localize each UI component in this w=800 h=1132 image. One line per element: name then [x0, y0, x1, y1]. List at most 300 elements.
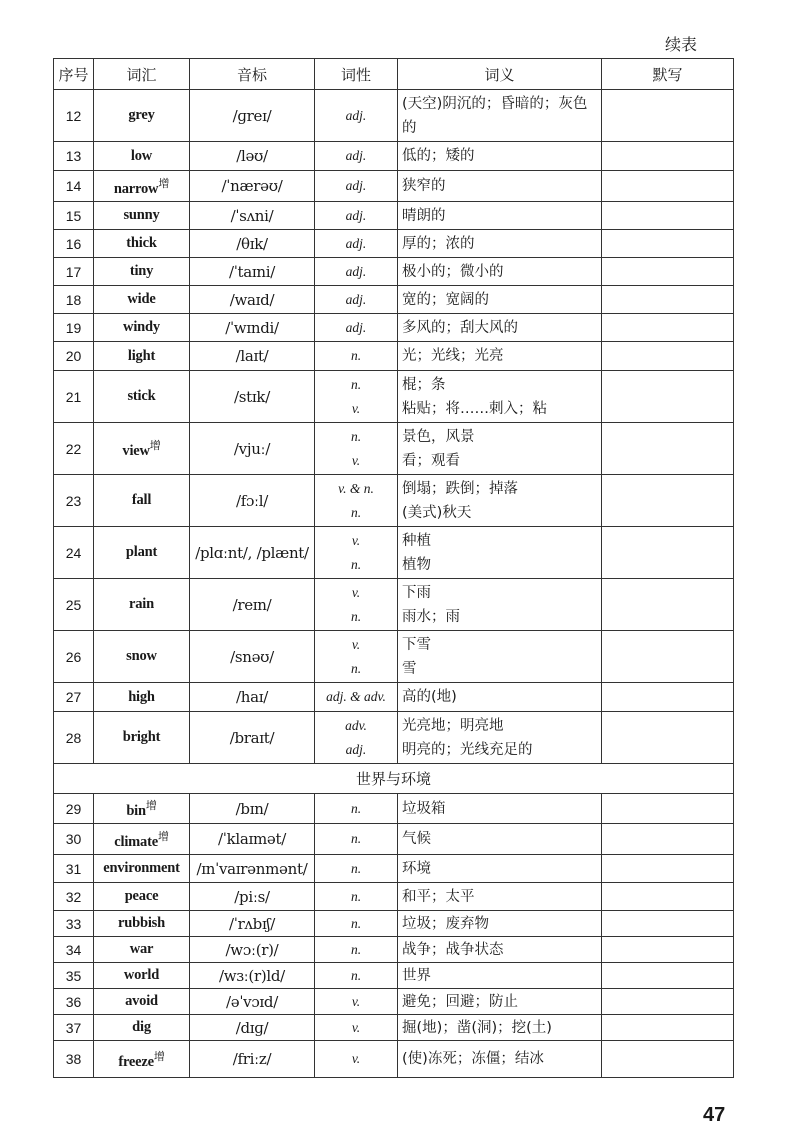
meaning-cell: [398, 1041, 602, 1078]
header-pos: 词性: [315, 59, 398, 90]
meaning-cell: [398, 794, 602, 824]
part-of-speech: n.: [350, 660, 362, 676]
dictation-blank[interactable]: [602, 989, 734, 1015]
meaning-cell: [398, 527, 602, 579]
part-of-speech: adj.: [345, 263, 367, 279]
vocab-word-cell: [94, 683, 190, 712]
vocab-word: stick: [127, 388, 156, 404]
vocab-word: low: [130, 147, 153, 164]
part-of-speech: n.: [350, 888, 362, 904]
vocab-word: high: [128, 688, 155, 705]
row-number: 37: [54, 1015, 94, 1041]
table-row: [54, 1015, 734, 1041]
added-word-mark: 增: [157, 829, 169, 843]
dictation-blank[interactable]: [602, 1015, 734, 1041]
vocab-word: wide: [127, 291, 156, 307]
part-of-speech: n.: [350, 376, 362, 392]
part-of-speech: adj.: [345, 107, 367, 123]
meaning: 环境: [402, 860, 431, 877]
vocab-word-cell: [94, 855, 190, 883]
dictation-blank[interactable]: [602, 371, 734, 423]
meaning-cell: [398, 1015, 602, 1041]
table-row: [54, 202, 734, 230]
dictation-blank[interactable]: [602, 631, 734, 683]
part-of-speech-cell: [315, 937, 398, 963]
phonetic: /wɔː(r)/: [190, 937, 315, 963]
dictation-blank[interactable]: [602, 286, 734, 314]
meaning: 雨水；雨: [402, 608, 460, 625]
meaning: 多风的；刮大风的: [402, 319, 518, 336]
vocab-word-cell: [94, 883, 190, 911]
vocab-word-cell: [94, 171, 190, 202]
part-of-speech-cell: [315, 1041, 398, 1078]
part-of-speech-cell: [315, 142, 398, 171]
vocab-word: windy: [123, 319, 160, 335]
meaning-cell: [398, 90, 602, 142]
meaning-cell: [398, 937, 602, 963]
added-word-mark: 增: [149, 439, 161, 453]
row-number: 20: [54, 342, 94, 371]
table-row: [54, 258, 734, 286]
table-row: [54, 631, 734, 683]
dictation-blank[interactable]: [602, 258, 734, 286]
phonetic: /fɔːl/: [190, 475, 315, 527]
part-of-speech-cell: [315, 631, 398, 683]
part-of-speech: n.: [350, 941, 362, 957]
row-number: 30: [54, 824, 94, 855]
phonetic: /bɪn/: [190, 794, 315, 824]
phonetic: /snəʊ/: [190, 631, 315, 683]
part-of-speech-cell: [315, 824, 398, 855]
meaning-cell: [398, 171, 602, 202]
part-of-speech-cell: [315, 1015, 398, 1041]
part-of-speech-cell: [315, 286, 398, 314]
part-of-speech-cell: [315, 963, 398, 989]
part-of-speech: adj.: [345, 207, 367, 223]
table-row: [54, 824, 734, 855]
part-of-speech-cell: [315, 314, 398, 342]
part-of-speech: adj.: [345, 148, 367, 163]
vocab-word-cell: [94, 963, 190, 989]
meaning: (使)冻死；冻僵；结冰: [402, 1051, 544, 1067]
vocab-word-cell: [94, 579, 190, 631]
row-number: 17: [54, 258, 94, 286]
meaning-cell: [398, 475, 602, 527]
table-row: [54, 286, 734, 314]
header-meaning: 词义: [398, 59, 602, 90]
part-of-speech: n.: [350, 428, 362, 444]
meaning-cell: [398, 142, 602, 171]
dictation-blank[interactable]: [602, 142, 734, 171]
vocab-word: rain: [129, 596, 154, 612]
meaning-cell: [398, 683, 602, 712]
meaning-cell: [398, 579, 602, 631]
row-number: 34: [54, 937, 94, 963]
vocab-word: freeze: [118, 1053, 154, 1070]
meaning: 避免；回避；防止: [402, 993, 518, 1010]
meaning-cell: [398, 883, 602, 911]
vocab-word-cell: [94, 423, 190, 475]
vocab-word: bin: [126, 802, 146, 819]
meaning: 气候: [402, 831, 431, 847]
vocab-word-cell: [94, 911, 190, 937]
phonetic: /ˈwɪndi/: [190, 314, 315, 342]
vocab-word: sunny: [123, 207, 160, 223]
vocab-word-cell: [94, 824, 190, 855]
vocab-word-cell: [94, 475, 190, 527]
meaning-cell: [398, 963, 602, 989]
added-word-mark: 增: [145, 799, 157, 813]
dictation-blank[interactable]: [602, 314, 734, 342]
vocab-word: bright: [122, 729, 161, 745]
row-number: 16: [54, 230, 94, 258]
meaning-cell: [398, 824, 602, 855]
part-of-speech: n.: [350, 348, 362, 363]
row-number: 28: [54, 712, 94, 764]
table-row: [54, 911, 734, 937]
part-of-speech-cell: [315, 171, 398, 202]
vocab-word: tiny: [129, 263, 154, 279]
row-number: 27: [54, 683, 94, 712]
meaning-cell: [398, 202, 602, 230]
meaning-cell: [398, 989, 602, 1015]
table-row: [54, 794, 734, 824]
dictation-blank[interactable]: [602, 579, 734, 631]
meaning: 掘(地)；凿(洞)；挖(土): [402, 1019, 552, 1036]
meaning: 厚的；浓的: [402, 235, 475, 252]
part-of-speech-cell: [315, 855, 398, 883]
section-title: 世界与环境: [54, 764, 734, 794]
dictation-blank[interactable]: [602, 824, 734, 855]
table-row: [54, 855, 734, 883]
part-of-speech: adj.: [345, 235, 367, 251]
part-of-speech: v.: [351, 636, 361, 652]
part-of-speech: adj.: [345, 178, 367, 193]
row-number: 31: [54, 855, 94, 883]
table-row: [54, 883, 734, 911]
phonetic: /θɪk/: [190, 230, 315, 258]
phonetic: /reɪn/: [190, 579, 315, 631]
vocab-word: snow: [126, 648, 157, 664]
dictation-blank[interactable]: [602, 475, 734, 527]
dictation-blank[interactable]: [602, 794, 734, 824]
meaning-cell: [398, 855, 602, 883]
part-of-speech-cell: [315, 579, 398, 631]
part-of-speech-cell: [315, 883, 398, 911]
part-of-speech-cell: [315, 423, 398, 475]
part-of-speech: v. & n.: [338, 480, 374, 496]
meaning: 下雪: [402, 636, 431, 653]
table-row: [54, 683, 734, 712]
table-row: [54, 475, 734, 527]
dictation-blank[interactable]: [602, 171, 734, 202]
vocab-word: rubbish: [118, 915, 165, 931]
vocab-word: thick: [126, 235, 157, 251]
meaning: 棍；条: [402, 376, 446, 393]
part-of-speech: v.: [351, 1019, 361, 1035]
vocab-word-cell: [94, 258, 190, 286]
dictation-blank[interactable]: [602, 202, 734, 230]
table-row: [54, 142, 734, 171]
table-row: [54, 963, 734, 989]
part-of-speech-cell: [315, 989, 398, 1015]
part-of-speech: n.: [350, 800, 362, 816]
header-word: 词汇: [94, 59, 190, 90]
vocab-word: view: [122, 442, 150, 459]
part-of-speech: n.: [350, 608, 362, 624]
part-of-speech: n.: [350, 915, 362, 931]
vocab-word-cell: [94, 371, 190, 423]
vocab-word-cell: [94, 794, 190, 824]
dictation-blank[interactable]: [602, 90, 734, 142]
row-number: 32: [54, 883, 94, 911]
vocab-word: avoid: [125, 993, 158, 1009]
dictation-blank[interactable]: [602, 527, 734, 579]
vocab-word-cell: [94, 90, 190, 142]
vocab-word: grey: [128, 107, 155, 123]
vocab-word-cell: [94, 230, 190, 258]
row-number: 26: [54, 631, 94, 683]
row-number: 22: [54, 423, 94, 475]
dictation-blank[interactable]: [602, 712, 734, 764]
meaning-cell: [398, 911, 602, 937]
part-of-speech: adv.: [345, 717, 367, 733]
part-of-speech-cell: [315, 202, 398, 230]
header-dictation: 默写: [602, 59, 734, 90]
dictation-blank[interactable]: [602, 342, 734, 371]
row-number: 18: [54, 286, 94, 314]
vocab-word-cell: [94, 342, 190, 371]
row-number: 29: [54, 794, 94, 824]
row-number: 38: [54, 1041, 94, 1078]
part-of-speech: v.: [351, 1051, 361, 1066]
dictation-blank[interactable]: [602, 963, 734, 989]
vocab-word-cell: [94, 712, 190, 764]
vocab-word: plant: [125, 544, 158, 560]
meaning-cell: [398, 286, 602, 314]
table-row: [54, 171, 734, 202]
vocab-word-cell: [94, 142, 190, 171]
meaning: 高的(地): [402, 689, 457, 705]
row-number: 24: [54, 527, 94, 579]
dictation-blank[interactable]: [602, 230, 734, 258]
phonetic: /plɑːnt/, /plænt/: [190, 527, 315, 579]
vocab-word-cell: [94, 989, 190, 1015]
phonetic: /əˈvɔɪd/: [190, 989, 315, 1015]
meaning-cell: [398, 258, 602, 286]
part-of-speech: adj.: [345, 741, 367, 757]
vocab-word: light: [127, 347, 156, 364]
table-row: [54, 423, 734, 475]
vocab-word-cell: [94, 202, 190, 230]
phonetic: /ɪnˈvaɪrənmənt/: [190, 855, 315, 883]
meaning: 世界: [402, 967, 431, 984]
part-of-speech: v.: [351, 452, 361, 468]
row-number: 21: [54, 371, 94, 423]
vocab-word-cell: [94, 631, 190, 683]
row-number: 15: [54, 202, 94, 230]
table-row: [54, 989, 734, 1015]
part-of-speech: v.: [351, 532, 361, 548]
meaning-cell: [398, 314, 602, 342]
table-row: [54, 342, 734, 371]
vocab-word: world: [123, 967, 160, 983]
meaning: 垃圾；废弃物: [402, 915, 489, 932]
meaning: 狭窄的: [402, 178, 446, 194]
part-of-speech-cell: [315, 90, 398, 142]
added-word-mark: 增: [158, 176, 170, 190]
meaning: 景色，风景: [402, 428, 475, 445]
row-number: 25: [54, 579, 94, 631]
meaning: 和平；太平: [402, 888, 475, 905]
table-header-row: [54, 59, 734, 90]
dictation-blank[interactable]: [602, 883, 734, 911]
part-of-speech-cell: [315, 371, 398, 423]
part-of-speech-cell: [315, 527, 398, 579]
vocab-word: peace: [124, 888, 159, 904]
row-number: 35: [54, 963, 94, 989]
phonetic: /haɪ/: [190, 683, 315, 712]
phonetic: /friːz/: [190, 1041, 315, 1078]
part-of-speech: adj.: [345, 319, 367, 335]
meaning-cell: [398, 423, 602, 475]
dictation-blank[interactable]: [602, 423, 734, 475]
meaning-cell: [398, 342, 602, 371]
vocab-word-cell: [94, 286, 190, 314]
vocab-word: fall: [131, 492, 152, 508]
table-row: [54, 314, 734, 342]
part-of-speech: adj.: [345, 291, 367, 307]
vocab-word: environment: [103, 860, 180, 876]
part-of-speech-cell: [315, 475, 398, 527]
phonetic: /dɪɡ/: [190, 1015, 315, 1041]
part-of-speech: n.: [350, 860, 362, 876]
section-row: [54, 764, 734, 794]
vocab-word-cell: [94, 937, 190, 963]
meaning: 宽的；宽阔的: [402, 291, 489, 308]
meaning-cell: [398, 230, 602, 258]
vocab-word: narrow: [113, 180, 159, 197]
phonetic: /ɡreɪ/: [190, 90, 315, 142]
dictation-blank[interactable]: [602, 911, 734, 937]
meaning: 明亮的；光线充足的: [402, 741, 533, 758]
meaning: 极小的；微小的: [402, 263, 504, 280]
row-number: 36: [54, 989, 94, 1015]
vocab-word-cell: [94, 1015, 190, 1041]
part-of-speech: n.: [350, 831, 362, 846]
meaning: (美式)秋天: [402, 504, 472, 521]
table-body: [54, 90, 734, 1078]
meaning-cell: [398, 712, 602, 764]
phonetic: /ləʊ/: [190, 142, 315, 171]
vocab-word-cell: [94, 1041, 190, 1078]
phonetic: /ˈnærəʊ/: [190, 171, 315, 202]
part-of-speech: n.: [350, 556, 362, 572]
part-of-speech: n.: [350, 967, 362, 983]
phonetic: /ˈsʌni/: [190, 202, 315, 230]
vocab-word: war: [129, 941, 154, 957]
table-row: [54, 371, 734, 423]
dictation-blank[interactable]: [602, 1041, 734, 1078]
part-of-speech-cell: [315, 342, 398, 371]
vocab-word-cell: [94, 527, 190, 579]
phonetic: /ˈklaɪmət/: [190, 824, 315, 855]
phonetic: /vjuː/: [190, 423, 315, 475]
part-of-speech: v.: [351, 400, 361, 416]
row-number: 12: [54, 90, 94, 142]
part-of-speech: n.: [350, 504, 362, 520]
header-phonetic: 音标: [190, 59, 315, 90]
header-num: 序号: [54, 59, 94, 90]
meaning: 粘贴；将……刺入；粘: [402, 400, 547, 417]
table-row: [54, 937, 734, 963]
meaning: 倒塌；跌倒；掉落: [402, 480, 518, 497]
meaning: 雪: [402, 660, 417, 677]
phonetic: /laɪt/: [190, 342, 315, 371]
row-number: 19: [54, 314, 94, 342]
meaning: 晴朗的: [402, 207, 446, 224]
part-of-speech-cell: [315, 258, 398, 286]
phonetic: /wɜː(r)ld/: [190, 963, 315, 989]
row-number: 23: [54, 475, 94, 527]
added-word-mark: 增: [153, 1049, 165, 1063]
meaning-cell: [398, 631, 602, 683]
part-of-speech-cell: [315, 712, 398, 764]
phonetic: /ˈrʌbɪʃ/: [190, 911, 315, 937]
table-row: [54, 579, 734, 631]
meaning: 光亮地；明亮地: [402, 717, 504, 734]
meaning: 下雨: [402, 584, 431, 601]
phonetic: /braɪt/: [190, 712, 315, 764]
table-row: [54, 1041, 734, 1078]
meaning: 低的；矮的: [402, 148, 475, 164]
continued-label: 续表: [665, 35, 698, 54]
meaning: 种植: [402, 532, 431, 549]
dictation-blank[interactable]: [602, 683, 734, 712]
vocab-word: dig: [132, 1019, 151, 1035]
meaning: 战争；战争状态: [402, 941, 504, 958]
table-row: [54, 712, 734, 764]
part-of-speech-cell: [315, 911, 398, 937]
part-of-speech-cell: [315, 794, 398, 824]
dictation-blank[interactable]: [602, 937, 734, 963]
phonetic: /ˈtaɪni/: [190, 258, 315, 286]
part-of-speech: adj. & adv.: [326, 689, 386, 704]
table-row: [54, 90, 734, 142]
part-of-speech-cell: [315, 683, 398, 712]
table-row: [54, 230, 734, 258]
part-of-speech: v.: [351, 993, 361, 1009]
meaning-cell: [398, 371, 602, 423]
phonetic: /waɪd/: [190, 286, 315, 314]
row-number: 13: [54, 142, 94, 171]
meaning: (天空)阴沉的；昏暗的；灰色的: [402, 95, 588, 136]
vocab-word: climate: [114, 833, 158, 850]
meaning: 垃圾箱: [402, 800, 446, 817]
part-of-speech-cell: [315, 230, 398, 258]
dictation-blank[interactable]: [602, 855, 734, 883]
vocabulary-table: [53, 58, 734, 1078]
meaning: 看；观看: [402, 452, 460, 469]
row-number: 33: [54, 911, 94, 937]
meaning: 光；光线；光亮: [402, 348, 504, 364]
vocab-word-cell: [94, 314, 190, 342]
row-number: 14: [54, 171, 94, 202]
page-number: 47: [703, 1104, 726, 1126]
phonetic: /piːs/: [190, 883, 315, 911]
part-of-speech: v.: [351, 584, 361, 600]
meaning: 植物: [402, 556, 431, 573]
